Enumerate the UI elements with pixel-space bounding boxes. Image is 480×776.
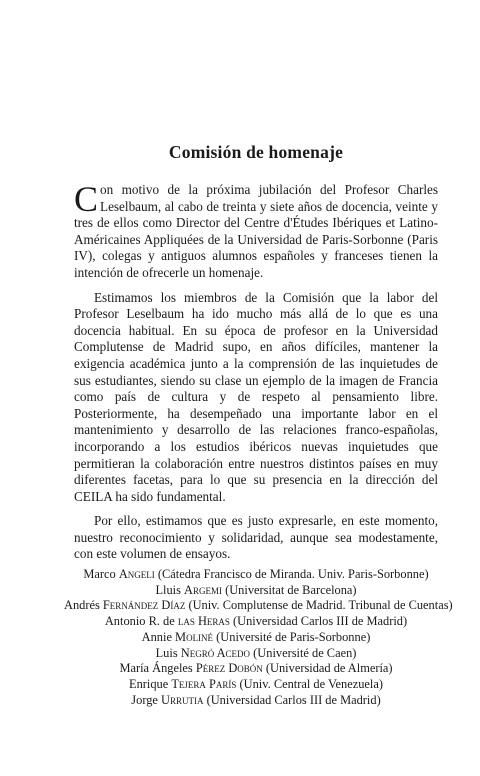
member-line xyxy=(64,583,448,599)
member-surname: Moliné xyxy=(175,629,214,644)
member-affiliation: (Universitat de Barcelona) xyxy=(225,582,357,597)
member-surname: las Heras xyxy=(177,614,230,629)
member-affiliation: (Université de Caen) xyxy=(253,645,357,660)
member-affiliation: (Cátedra Francisco de Miranda. Univ. Paris-Sorbonne) xyxy=(157,567,429,581)
paragraph-2: Estimamos los miembros de la Comisión que la labor del Profesor Leselbaum ha ido mucho más allá de lo que es una docencia habitual. En su época de profesor en la Universidad Complutense de Madrid supo, en años difíciles, mantener la exigencia académica junto a la comprensión de las inquietudes de sus estudiantes, siendo su clase un ejemplo de la imagen de Francia como país de cultura y de respeto al pensamiento libre. Posteriormente, ha desempeñado una importante labor en el mantenimiento y desarrollo de las relaciones franco-españolas, incorporando a los estudios ibéricos nuevas inquietudes que permitieran la colaboración entre nuestros distintos países en muy diferentes facetas, para lo que su presencia en la dirección del CEILA ha sido fundamental. xyxy=(74,289,438,504)
member-surname: Tejera París xyxy=(171,676,237,691)
member-affiliation: (Univ. Central de Venezuela) xyxy=(239,676,383,691)
member-affiliation: (Univ. Complutense de Madrid. Tribunal de Cuentas) xyxy=(188,598,453,613)
member-surname: Urrutia xyxy=(161,692,204,707)
member-line xyxy=(64,646,448,662)
member-line xyxy=(64,661,448,677)
member-surname: Pérez Dobón xyxy=(195,661,263,676)
member-first-name: Lluis xyxy=(155,582,181,597)
member-surname: Argemi xyxy=(184,582,222,597)
member-line xyxy=(64,693,448,709)
member-first-name: Marco xyxy=(83,567,116,581)
member-first-name: Luis xyxy=(155,645,178,660)
paragraph-3: Por ello, estimamos que es justo expresarle, en este momento, nuestro reconocimiento y solidaridad, aunque sea modestamente, con este volumen de ensayos. xyxy=(74,513,438,562)
drop-cap: C xyxy=(74,179,99,219)
committee-members-list xyxy=(64,567,453,708)
member-line xyxy=(64,598,453,614)
member-first-name: Andrés xyxy=(64,598,100,613)
member-first-name: María Ángeles xyxy=(119,661,193,676)
member-affiliation: (Universidad de Almería) xyxy=(265,661,393,676)
member-affiliation: (Universidad Carlos III de Madrid) xyxy=(206,692,381,707)
member-affiliation: (Universidad Carlos III de Madrid) xyxy=(233,614,408,629)
member-line xyxy=(64,567,448,583)
member-first-name: Jorge xyxy=(131,692,158,707)
member-surname: Negró Acedo xyxy=(180,645,251,660)
member-line xyxy=(64,677,448,693)
member-surname: Fernández Díaz xyxy=(102,598,186,613)
member-first-name: Enrique xyxy=(129,676,169,691)
member-line xyxy=(64,630,448,646)
member-surname: Angeli xyxy=(118,567,155,581)
member-line xyxy=(64,614,448,630)
page-title: Comisión de homenaje xyxy=(168,142,344,162)
paragraph-1 xyxy=(74,179,438,282)
paragraph-1-text: on motivo de la próxima jubilación del Profesor Charles Leselbaum, al cabo de treinta y siete años de docencia, veinte y tres de ellos como Director del Centre d'Études Ibériques et Latino-Américaines Appliquées de la Universidad de Paris-Sorbonne (Paris IV), colegas y antiguos alumnos españoles y franceses tienen la intención de ofrecerle un homenaje. xyxy=(74,182,438,280)
body-text xyxy=(74,179,438,571)
member-first-name: Antonio R. de xyxy=(104,614,175,629)
member-affiliation: (Université de Paris-Sorbonne) xyxy=(216,629,371,644)
member-first-name: Annie xyxy=(141,629,172,644)
